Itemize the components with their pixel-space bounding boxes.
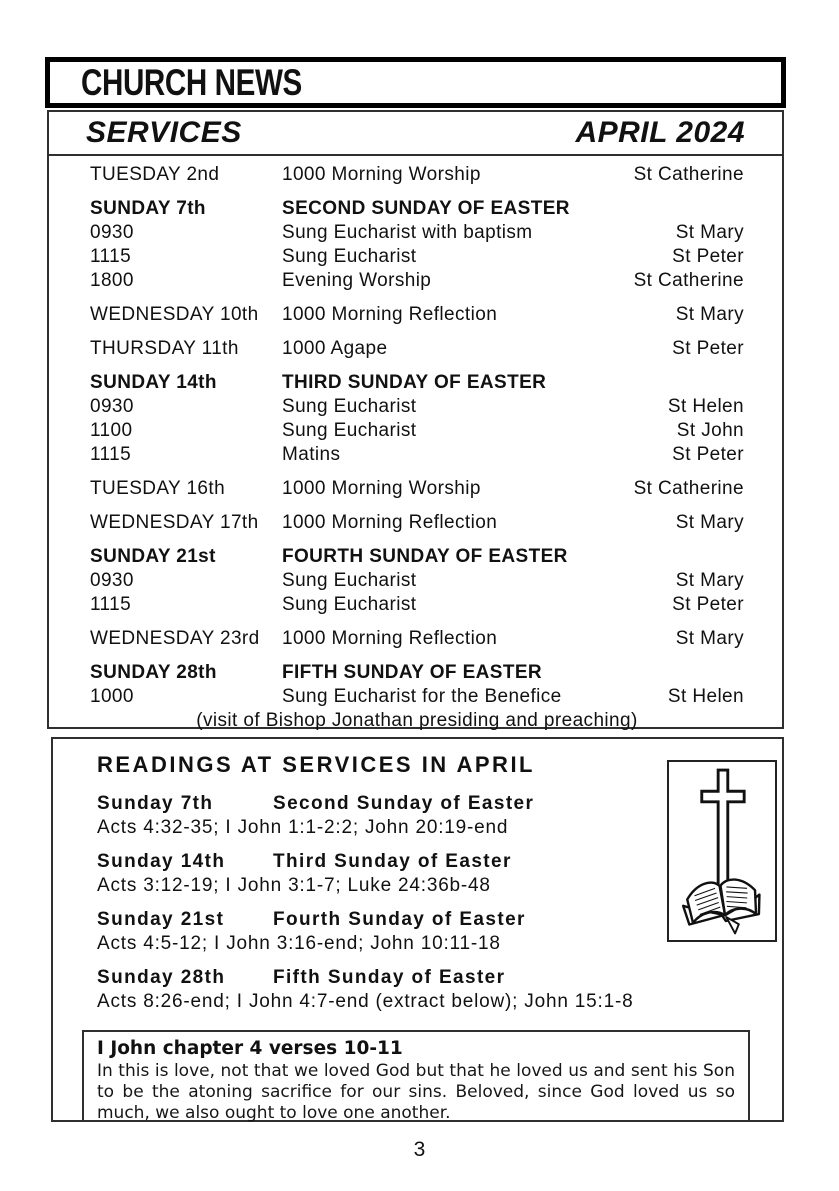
- service-day-or-time: SUNDAY 14th: [90, 372, 217, 393]
- reading-entry-heading: [97, 965, 657, 990]
- reading-day: Sunday 28th: [97, 967, 226, 988]
- service-description: Sung Eucharist: [282, 594, 417, 615]
- service-description: THIRD SUNDAY OF EASTER: [282, 372, 547, 393]
- service-day-or-time: 0930: [90, 222, 134, 243]
- service-description: Sung Eucharist: [282, 246, 417, 267]
- service-description: Sung Eucharist for the Benefice: [282, 686, 562, 707]
- service-day-or-time: TUESDAY 2nd: [90, 164, 220, 185]
- service-day-or-time: WEDNESDAY 23rd: [90, 628, 260, 649]
- reading-day: Sunday 14th: [97, 851, 226, 872]
- services-header: [47, 110, 784, 156]
- service-location: St Catherine: [633, 164, 744, 185]
- service-description: 1000 Morning Reflection: [282, 304, 498, 325]
- service-row: [90, 303, 744, 327]
- service-location: St Mary: [675, 570, 744, 591]
- service-day-or-time: SUNDAY 28th: [90, 662, 217, 683]
- service-description: Evening Worship: [282, 270, 432, 291]
- service-day-or-time: THURSDAY 11th: [90, 338, 239, 359]
- services-rows: [90, 163, 744, 709]
- service-day-or-time: SUNDAY 7th: [90, 198, 206, 219]
- reading-scriptures: Acts 3:12-19; I John 3:1-7; Luke 24:36b-48: [97, 875, 491, 896]
- reading-entry-heading: [97, 849, 657, 874]
- service-location: St Mary: [675, 512, 744, 533]
- service-row: [90, 477, 744, 501]
- reading-entry: [97, 907, 657, 956]
- service-row: [90, 337, 744, 361]
- service-day-or-time: WEDNESDAY 10th: [90, 304, 259, 325]
- reading-entry: [97, 965, 657, 1014]
- service-day-or-time: 0930: [90, 570, 134, 591]
- service-location: St Mary: [675, 628, 744, 649]
- services-table: [47, 156, 784, 729]
- scripture-extract-box: [82, 1030, 750, 1122]
- service-row: [90, 511, 744, 535]
- service-row: [90, 443, 744, 467]
- reading-title: Fifth Sunday of Easter: [273, 967, 506, 988]
- service-day-or-time: WEDNESDAY 17th: [90, 512, 259, 533]
- service-location: St Peter: [672, 338, 744, 359]
- service-location: St Peter: [672, 594, 744, 615]
- service-description: Sung Eucharist with baptism: [282, 222, 533, 243]
- cross-and-bible-icon: [669, 762, 775, 940]
- reading-title: Fourth Sunday of Easter: [273, 909, 526, 930]
- service-day-or-time: SUNDAY 21st: [90, 546, 216, 567]
- service-row: [90, 269, 744, 293]
- service-day-or-time: 1115: [90, 444, 132, 465]
- service-day-or-time: 1000: [90, 686, 134, 707]
- service-description: Sung Eucharist: [282, 420, 417, 441]
- reading-scriptures: Acts 4:5-12; I John 3:16-end; John 10:11-18: [97, 933, 501, 954]
- reading-entry: [97, 849, 657, 898]
- service-location: St Catherine: [633, 270, 744, 291]
- service-row: [90, 371, 744, 395]
- service-location: St Peter: [672, 246, 744, 267]
- service-row: [90, 661, 744, 685]
- extract-heading: I John chapter 4 verses 10-11: [97, 1038, 403, 1059]
- reading-scriptures: Acts 4:32-35; I John 1:1-2:2; John 20:19-end: [97, 817, 509, 838]
- service-row: [90, 395, 744, 419]
- service-description: SECOND SUNDAY OF EASTER: [282, 198, 570, 219]
- services-note: (visit of Bishop Jonathan presiding and preaching): [196, 710, 638, 731]
- cross-and-bible-illustration: [667, 760, 777, 942]
- service-day-or-time: 1800: [90, 270, 134, 291]
- service-description: FOURTH SUNDAY OF EASTER: [282, 546, 568, 567]
- reading-title: Second Sunday of Easter: [273, 793, 535, 814]
- service-location: St Mary: [675, 222, 744, 243]
- service-row: [90, 593, 744, 617]
- reading-entry-heading: [97, 907, 657, 932]
- service-description: Sung Eucharist: [282, 570, 417, 591]
- service-description: Matins: [282, 444, 341, 465]
- service-description: 1000 Agape: [282, 338, 388, 359]
- service-location: St John: [676, 420, 744, 441]
- service-location: St Catherine: [633, 478, 744, 499]
- service-location: St Helen: [667, 686, 744, 707]
- service-row: [90, 545, 744, 569]
- reading-entry-heading: [97, 791, 657, 816]
- service-row: [90, 685, 744, 709]
- reading-entry: [97, 791, 657, 840]
- service-description: FIFTH SUNDAY OF EASTER: [282, 662, 543, 683]
- page-number: 3: [413, 1138, 426, 1161]
- service-description: Sung Eucharist: [282, 396, 417, 417]
- readings-section: [51, 737, 784, 1122]
- service-description: 1000 Morning Reflection: [282, 512, 498, 533]
- reading-day: Sunday 21st: [97, 909, 225, 930]
- service-row: [90, 569, 744, 593]
- readings-entries: [97, 791, 657, 1014]
- service-row: [90, 221, 744, 245]
- extract-body: In this is love, not that we loved God but that he loved us and sent his Son to be the atoning sacrifice for our sins. Beloved, since God loved us so much, we also ought to love one another.: [97, 1061, 735, 1123]
- service-row: [90, 197, 744, 221]
- service-description: 1000 Morning Reflection: [282, 628, 498, 649]
- service-location: St Peter: [672, 444, 744, 465]
- service-location: St Mary: [675, 304, 744, 325]
- service-description: 1000 Morning Worship: [282, 478, 481, 499]
- service-row: [90, 419, 744, 443]
- services-title: SERVICES: [86, 116, 242, 149]
- readings-heading: READINGS AT SERVICES IN APRIL: [97, 752, 535, 777]
- service-row: [90, 245, 744, 269]
- service-row: [90, 627, 744, 651]
- service-row: [90, 163, 744, 187]
- reading-title: Third Sunday of Easter: [273, 851, 512, 872]
- reading-scriptures: Acts 8:26-end; I John 4:7-end (extract below); John 15:1-8: [97, 991, 634, 1012]
- reading-day: Sunday 7th: [97, 793, 214, 814]
- service-day-or-time: 1100: [90, 420, 133, 441]
- masthead-box: [45, 57, 786, 108]
- service-description: 1000 Morning Worship: [282, 164, 481, 185]
- service-location: St Helen: [667, 396, 744, 417]
- service-day-or-time: 1115: [90, 594, 132, 615]
- service-day-or-time: TUESDAY 16th: [90, 478, 226, 499]
- service-day-or-time: 1115: [90, 246, 132, 267]
- masthead-title: CHURCH NEWS: [81, 61, 302, 103]
- service-day-or-time: 0930: [90, 396, 134, 417]
- services-period: APRIL 2024: [575, 116, 745, 149]
